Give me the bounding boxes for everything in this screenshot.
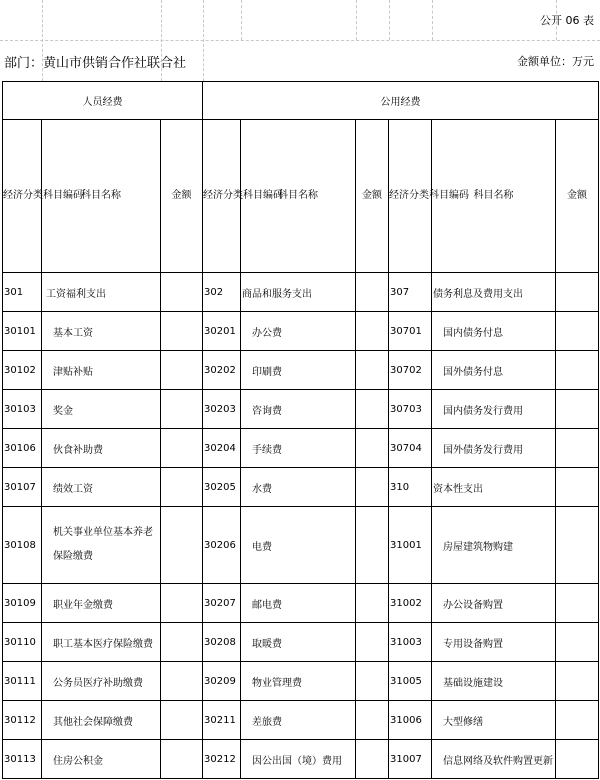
amount-cell [356, 468, 389, 507]
name-cell: 信息网络及软件购置更新 [432, 740, 556, 779]
amount-cell [356, 351, 389, 390]
amount-unit-label: 金额单位：万元 [517, 55, 594, 68]
amount-cell [161, 312, 203, 351]
gridline [389, 0, 390, 40]
code-cell: 31003 [389, 623, 432, 662]
code-cell: 30203 [203, 390, 241, 429]
code-cell: 30109 [3, 584, 42, 623]
amount-cell [556, 507, 599, 584]
name-cell: 办公费 [241, 312, 356, 351]
table-row [3, 507, 599, 584]
amount-cell [161, 584, 203, 623]
sheet-header [0, 0, 600, 81]
code-cell: 30209 [203, 662, 241, 701]
amount-cell [556, 390, 599, 429]
amount-cell [356, 429, 389, 468]
code-cell: 30202 [203, 351, 241, 390]
name-cell: 水费 [241, 468, 356, 507]
name-cell: 物业管理费 [241, 662, 356, 701]
code-cell: 30702 [389, 351, 432, 390]
amount-cell [161, 351, 203, 390]
table-row [3, 429, 599, 468]
amount-cell [556, 273, 599, 312]
table-row [3, 623, 599, 662]
code-cell: 30704 [389, 429, 432, 468]
gridline [241, 0, 242, 40]
name-cell: 咨询费 [241, 390, 356, 429]
amount-cell [556, 584, 599, 623]
amount-cell [556, 740, 599, 779]
code-cell: 30101 [3, 312, 42, 351]
amount-cell [161, 662, 203, 701]
code-cell: 301 [3, 273, 42, 312]
name-cell: 伙食补助费 [42, 429, 161, 468]
amount-cell [556, 701, 599, 740]
code-cell: 30205 [203, 468, 241, 507]
amount-cell [161, 740, 203, 779]
name-cell: 取暖费 [241, 623, 356, 662]
amount-cell [556, 429, 599, 468]
code-cell: 31001 [389, 507, 432, 584]
name-cell: 手续费 [241, 429, 356, 468]
amount-cell [356, 662, 389, 701]
name-cell: 房屋建筑物购建 [432, 507, 556, 584]
amount-cell [556, 312, 599, 351]
col-amount: 金额 [556, 120, 599, 273]
header-row-1 [0, 0, 600, 40]
code-cell: 30106 [3, 429, 42, 468]
code-cell: 30108 [3, 507, 42, 584]
column-header-row [3, 120, 599, 273]
name-cell: 因公出国（境）费用 [241, 740, 356, 779]
name-cell: 其他社会保障缴费 [42, 701, 161, 740]
expense-table [2, 81, 599, 779]
table-row [3, 468, 599, 507]
table-row [3, 740, 599, 779]
code-cell: 31007 [389, 740, 432, 779]
name-cell: 差旅费 [241, 701, 356, 740]
table-row [3, 390, 599, 429]
table-row [3, 701, 599, 740]
code-cell: 30204 [203, 429, 241, 468]
group-personnel: 人员经费 [3, 82, 203, 120]
name-cell: 机关事业单位基本养老保险缴费 [42, 507, 161, 584]
code-cell: 307 [389, 273, 432, 312]
table-row [3, 312, 599, 351]
name-cell: 国内债务发行费用 [432, 390, 556, 429]
col-econ-code: 经济分类科目编码 [389, 120, 432, 273]
code-cell: 30111 [3, 662, 42, 701]
col-name: 科目名称 [42, 120, 161, 273]
name-cell: 专用设备购置 [432, 623, 556, 662]
amount-cell [161, 701, 203, 740]
code-cell: 30206 [203, 507, 241, 584]
code-cell: 31006 [389, 701, 432, 740]
col-name: 科目名称 [432, 120, 556, 273]
code-cell: 30201 [203, 312, 241, 351]
amount-cell [356, 390, 389, 429]
code-cell: 30113 [3, 740, 42, 779]
name-cell: 资本性支出 [432, 468, 556, 507]
header-row-2 [0, 40, 600, 81]
col-amount: 金额 [356, 120, 389, 273]
name-cell: 大型修缮 [432, 701, 556, 740]
code-cell: 31005 [389, 662, 432, 701]
code-cell: 30102 [3, 351, 42, 390]
amount-cell [556, 662, 599, 701]
form-code: 公开 06 表 [540, 14, 594, 27]
amount-cell [356, 623, 389, 662]
amount-cell [356, 273, 389, 312]
amount-cell [161, 468, 203, 507]
amount-cell [356, 507, 389, 584]
table-row [3, 584, 599, 623]
amount-cell [161, 507, 203, 584]
code-cell: 302 [203, 273, 241, 312]
name-cell: 绩效工资 [42, 468, 161, 507]
amount-cell [556, 468, 599, 507]
name-cell: 邮电费 [241, 584, 356, 623]
name-cell: 公务员医疗补助缴费 [42, 662, 161, 701]
name-cell: 职工基本医疗保险缴费 [42, 623, 161, 662]
name-cell: 电费 [241, 507, 356, 584]
name-cell: 职业年金缴费 [42, 584, 161, 623]
gridline [432, 0, 433, 40]
amount-cell [161, 273, 203, 312]
name-cell: 基础设施建设 [432, 662, 556, 701]
name-cell: 国外债务发行费用 [432, 429, 556, 468]
amount-cell [161, 623, 203, 662]
name-cell: 基本工资 [42, 312, 161, 351]
amount-cell [356, 740, 389, 779]
group-public: 公用经费 [203, 82, 599, 120]
code-cell: 30211 [203, 701, 241, 740]
name-cell: 国外债务付息 [432, 351, 556, 390]
amount-cell [356, 584, 389, 623]
amount-cell [556, 351, 599, 390]
amount-cell [356, 312, 389, 351]
name-cell: 工资福利支出 [42, 273, 161, 312]
code-cell: 30103 [3, 390, 42, 429]
amount-cell [356, 701, 389, 740]
name-cell: 住房公积金 [42, 740, 161, 779]
group-header-row [3, 82, 599, 120]
code-cell: 31002 [389, 584, 432, 623]
name-cell: 办公设备购置 [432, 584, 556, 623]
table-row [3, 662, 599, 701]
amount-cell [161, 390, 203, 429]
code-cell: 30107 [3, 468, 42, 507]
name-cell: 国内债务付息 [432, 312, 556, 351]
code-cell: 310 [389, 468, 432, 507]
amount-cell [556, 623, 599, 662]
name-cell: 商品和服务支出 [241, 273, 356, 312]
amount-cell [161, 429, 203, 468]
name-cell: 印刷费 [241, 351, 356, 390]
name-cell: 津贴补贴 [42, 351, 161, 390]
code-cell: 30208 [203, 623, 241, 662]
col-name: 科目名称 [241, 120, 356, 273]
code-cell: 30207 [203, 584, 241, 623]
col-amount: 金额 [161, 120, 203, 273]
name-cell: 债务利息及费用支出 [432, 273, 556, 312]
col-econ-code: 经济分类科目编码 [203, 120, 241, 273]
code-cell: 30212 [203, 740, 241, 779]
table-row [3, 351, 599, 390]
name-cell: 奖金 [42, 390, 161, 429]
code-cell: 30112 [3, 701, 42, 740]
gridline [356, 0, 357, 40]
department-label: 部门：黄山市供销合作社联合社 [4, 56, 187, 71]
code-cell: 30701 [389, 312, 432, 351]
col-econ-code: 经济分类科目编码 [3, 120, 42, 273]
code-cell: 30110 [3, 623, 42, 662]
code-cell: 30703 [389, 390, 432, 429]
table-row [3, 273, 599, 312]
